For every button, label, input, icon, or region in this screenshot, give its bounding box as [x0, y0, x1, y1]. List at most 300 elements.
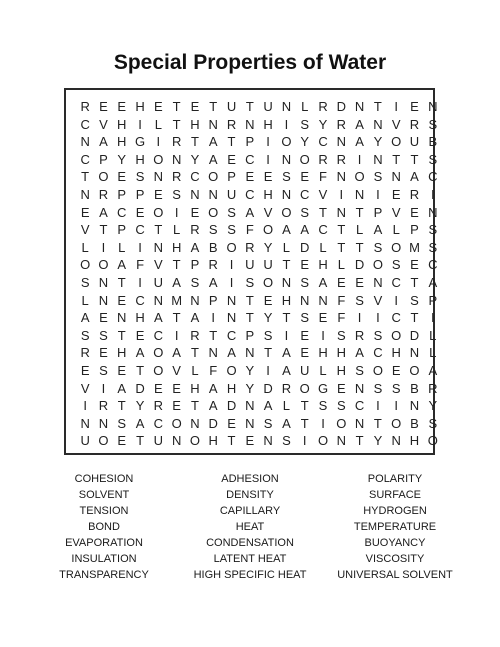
grid-letter: Y [263, 310, 273, 326]
grid-letter: T [190, 345, 199, 361]
grid-letter: T [190, 134, 199, 150]
grid-letter: T [172, 116, 181, 132]
grid-letter: L [154, 116, 162, 132]
grid-letter: Y [300, 134, 310, 150]
grid-letter: N [300, 292, 310, 308]
grid-letter: T [81, 169, 90, 185]
grid-letter: O [153, 204, 164, 220]
grid-letter: N [281, 151, 292, 167]
grid-letter: T [282, 310, 291, 326]
page-title: Special Properties of Water [113, 51, 387, 74]
grid-letter: T [117, 274, 126, 290]
grid-letter: I [266, 151, 270, 167]
letter-grid [76, 98, 442, 450]
grid-letter: E [410, 257, 419, 273]
grid-letter: I [376, 186, 380, 202]
grid-letter: T [172, 99, 181, 114]
grid-letter: U [153, 274, 164, 290]
grid-letter: S [135, 169, 145, 185]
grid-letter: I [321, 327, 325, 343]
grid-letter: R [318, 151, 328, 167]
grid-letter: I [394, 99, 398, 114]
grid-letter: N [171, 151, 182, 167]
grid-letter: Y [318, 116, 328, 132]
grid-letter: S [373, 327, 383, 343]
grid-letter: S [428, 151, 438, 167]
grid-letter: C [153, 327, 164, 343]
grid-letter: E [391, 362, 401, 378]
grid-letter: O [427, 433, 438, 449]
grid-letter: E [318, 310, 328, 326]
grid-letter: T [392, 151, 401, 167]
grid-letter: B [208, 239, 218, 255]
grid-letter: N [336, 433, 346, 449]
grid-letter: N [245, 398, 255, 414]
grid-letter: C [135, 292, 145, 308]
grid-letter: E [355, 274, 364, 290]
grid-letter: G [317, 380, 329, 396]
grid-letter: O [391, 415, 402, 431]
grid-letter: A [410, 169, 419, 185]
grid-letter: N [190, 186, 200, 202]
grid-letter: L [392, 222, 400, 238]
grid-letter: T [300, 398, 309, 414]
grid-letter: O [189, 433, 200, 449]
grid-letter: S [245, 274, 255, 290]
grid-letter: V [172, 362, 181, 378]
grid-letter: H [226, 380, 237, 396]
grid-letter: E [300, 169, 310, 185]
grid-letter: S [117, 415, 127, 431]
grid-letter: T [355, 239, 364, 255]
grid-letter: S [80, 274, 90, 290]
word-list-item: DENSITY [226, 489, 274, 501]
word-list-item: TRANSPARENCY [59, 569, 149, 581]
grid-letter: O [391, 239, 402, 255]
grid-letter: V [391, 116, 401, 132]
grid-letter: A [208, 398, 218, 414]
grid-letter: L [319, 239, 327, 255]
grid-letter: I [266, 134, 270, 150]
grid-letter: B [428, 134, 438, 150]
grid-letter: E [300, 257, 310, 273]
word-list-item: SOLVENT [78, 489, 130, 501]
grid-letter: O [98, 257, 109, 273]
grid-letter: R [98, 398, 109, 414]
grid-letter: A [208, 151, 218, 167]
grid-letter: T [245, 310, 254, 326]
grid-letter: S [227, 222, 236, 238]
grid-letter: R [98, 186, 109, 202]
grid-letter: U [263, 257, 273, 273]
grid-letter: A [135, 345, 145, 361]
grid-letter: N [373, 116, 383, 132]
grid-letter: U [80, 433, 90, 449]
grid-letter: E [391, 186, 401, 202]
grid-letter: I [430, 186, 435, 202]
grid-letter: V [263, 204, 273, 220]
grid-letter: H [135, 99, 145, 114]
grid-letter: N [336, 169, 346, 185]
grid-letter: T [264, 345, 273, 361]
word-list-column-3 [333, 471, 457, 583]
grid-letter: S [300, 274, 310, 290]
grid-letter: T [319, 204, 327, 220]
grid-letter: O [317, 433, 329, 449]
grid-letter: H [171, 239, 182, 255]
grid-letter: N [409, 345, 420, 361]
grid-letter: V [80, 222, 90, 238]
grid-letter: Y [373, 433, 383, 449]
grid-letter: E [117, 99, 127, 114]
grid-letter: C [135, 222, 145, 238]
grid-letter: E [227, 151, 236, 167]
grid-letter: O [263, 222, 274, 238]
grid-letter: D [409, 327, 420, 343]
grid-letter: T [209, 327, 218, 343]
grid-letter: Y [190, 151, 200, 167]
grid-letter: V [373, 292, 383, 308]
grid-letter: L [429, 345, 437, 361]
grid-letter: V [391, 204, 401, 220]
grid-letter: A [154, 310, 163, 326]
grid-letter: H [281, 292, 292, 308]
grid-letter: E [154, 186, 163, 202]
grid-letter: O [372, 257, 383, 273]
grid-letter: L [355, 222, 364, 238]
grid-letter: T [227, 433, 236, 449]
grid-letter: I [138, 116, 142, 132]
grid-letter: S [300, 204, 310, 220]
grid-letter: T [373, 99, 382, 114]
grid-letter: S [208, 222, 218, 238]
grid-letter: N [336, 134, 346, 150]
grid-letter: A [99, 134, 108, 150]
grid-letter: E [172, 380, 181, 396]
grid-letter: I [266, 362, 270, 378]
grid-letter: I [321, 415, 325, 431]
grid-letter: A [355, 345, 364, 361]
grid-letter: P [117, 186, 127, 202]
grid-letter: A [300, 222, 310, 238]
grid-letter: V [154, 257, 163, 273]
grid-letter: H [263, 116, 273, 132]
grid-letter: S [282, 169, 291, 185]
grid-letter: V [99, 116, 108, 132]
grid-letter: P [373, 204, 383, 220]
grid-letter: R [336, 116, 346, 132]
grid-letter: A [208, 134, 218, 150]
grid-letter: N [190, 415, 200, 431]
word-list-item: EVAPORATION [65, 537, 143, 549]
grid-letter: O [372, 362, 383, 378]
grid-letter: P [227, 169, 236, 185]
grid-letter: A [282, 345, 291, 361]
grid-letter: E [117, 362, 127, 378]
grid-letter: I [211, 310, 216, 326]
grid-letter: H [318, 257, 328, 273]
grid-letter: R [336, 151, 346, 167]
grid-letter: E [99, 345, 108, 361]
grid-letter: O [336, 415, 347, 431]
grid-letter: O [263, 274, 274, 290]
grid-letter: A [282, 222, 291, 238]
grid-letter: N [428, 99, 438, 114]
grid-letter: I [138, 239, 142, 255]
grid-letter: I [339, 186, 344, 202]
grid-letter: P [245, 134, 255, 150]
grid-letter: D [300, 239, 310, 255]
grid-letter: L [118, 239, 126, 255]
grid-letter: E [245, 169, 255, 185]
grid-letter: N [391, 169, 401, 185]
word-list-item: TENSION [79, 505, 129, 517]
grid-letter: C [318, 222, 328, 238]
grid-letter: O [171, 415, 182, 431]
grid-letter: L [429, 327, 437, 343]
word-list-item: TEMPERATURE [353, 521, 437, 533]
grid-letter: S [355, 362, 364, 378]
grid-letter: C [373, 345, 383, 361]
grid-letter: O [281, 134, 292, 150]
grid-letter: A [282, 415, 291, 431]
grid-letter: C [245, 186, 255, 202]
grid-letter: M [171, 292, 183, 308]
grid-letter: L [282, 398, 291, 414]
grid-letter: A [245, 204, 255, 220]
grid-letter: L [173, 222, 181, 238]
grid-letter: U [263, 99, 273, 114]
grid-letter: I [284, 116, 289, 132]
grid-letter: R [171, 169, 182, 185]
grid-letter: E [336, 274, 346, 290]
grid-letter: U [245, 257, 255, 273]
grid-letter: D [354, 257, 365, 273]
grid-letter: U [409, 134, 420, 150]
grid-letter: E [300, 327, 310, 343]
grid-letter: N [391, 433, 401, 449]
grid-letter: S [373, 239, 383, 255]
grid-letter: T [154, 222, 163, 238]
grid-letter: V [80, 380, 90, 396]
grid-letter: R [226, 116, 237, 132]
grid-letter: N [354, 415, 365, 431]
grid-letter: R [245, 239, 255, 255]
grid-letter: A [135, 415, 145, 431]
grid-letter: F [319, 169, 327, 185]
grid-letter: H [336, 345, 346, 361]
grid-letter: E [154, 380, 163, 396]
grid-letter: E [227, 415, 236, 431]
grid-letter: E [117, 433, 127, 449]
grid-letter: A [117, 380, 127, 396]
grid-letter: P [410, 222, 419, 238]
grid-letter: E [410, 99, 419, 114]
grid-letter: C [80, 151, 90, 167]
grid-letter: V [318, 186, 328, 202]
grid-letter: C [245, 151, 255, 167]
grid-letter: H [135, 310, 145, 326]
grid-letter: E [80, 362, 90, 378]
grid-letter: U [153, 433, 164, 449]
word-list-column-2 [190, 471, 310, 583]
grid-letter: O [208, 169, 219, 185]
grid-letter: E [410, 204, 419, 220]
grid-letter: C [226, 327, 237, 343]
grid-letter: O [98, 433, 109, 449]
grid-letter: T [172, 310, 181, 326]
grid-letter: F [209, 362, 218, 378]
grid-letter: Y [373, 134, 383, 150]
word-search-grid [64, 88, 438, 455]
grid-letter: A [428, 362, 438, 378]
grid-letter: F [337, 292, 346, 308]
grid-letter: N [208, 116, 218, 132]
grid-letter: P [245, 327, 255, 343]
grid-letter: T [136, 433, 145, 449]
word-list-item: CAPILLARY [219, 505, 281, 517]
grid-letter: I [357, 310, 362, 326]
grid-letter: A [117, 257, 127, 273]
grid-letter: P [117, 222, 127, 238]
grid-letter: A [227, 345, 236, 361]
grid-letter: H [135, 151, 145, 167]
grid-letter: H [117, 345, 127, 361]
grid-letter: S [263, 415, 273, 431]
grid-letter: A [208, 380, 218, 396]
grid-letter: H [190, 380, 200, 396]
grid-letter: T [410, 310, 419, 326]
grid-letter: T [410, 274, 419, 290]
grid-letter: I [394, 398, 398, 414]
grid-letter: U [300, 362, 310, 378]
grid-letter: E [117, 169, 127, 185]
grid-letter: O [153, 151, 164, 167]
grid-letter: I [302, 433, 307, 449]
grid-letter: O [226, 362, 237, 378]
grid-letter: O [299, 380, 310, 396]
grid-letter: E [245, 433, 255, 449]
grid-letter: C [354, 398, 365, 414]
grid-letter: E [190, 99, 200, 114]
grid-letter: S [190, 274, 200, 290]
grid-letter: P [99, 151, 108, 167]
grid-letter: N [409, 398, 420, 414]
grid-letter: S [373, 169, 383, 185]
grid-letter: S [391, 380, 401, 396]
grid-letter: H [336, 362, 346, 378]
grid-letter: H [318, 345, 328, 361]
grid-letter: A [208, 274, 218, 290]
grid-letter: I [156, 134, 161, 150]
grid-letter: A [172, 345, 181, 361]
grid-letter: H [190, 116, 200, 132]
grid-letter: C [190, 169, 200, 185]
grid-letter: T [373, 415, 382, 431]
grid-letter: G [134, 134, 146, 150]
grid-letter: N [80, 134, 90, 150]
grid-letter: T [227, 134, 236, 150]
word-list-item: LATENT HEAT [213, 553, 287, 565]
word-list-item: BOND [88, 521, 120, 533]
grid-letter: A [355, 116, 364, 132]
grid-letter: R [409, 116, 420, 132]
grid-letter: N [263, 433, 273, 449]
grid-letter: N [153, 239, 164, 255]
grid-letter: T [117, 327, 126, 343]
grid-letter: E [190, 204, 200, 220]
grid-letter: P [208, 292, 218, 308]
grid-letter: N [373, 151, 383, 167]
grid-letter: E [135, 327, 145, 343]
grid-letter: P [135, 186, 145, 202]
grid-letter: E [99, 99, 108, 114]
grid-letter: L [81, 239, 89, 255]
word-list-item: CONDENSATION [206, 537, 294, 549]
grid-letter: P [428, 292, 438, 308]
grid-letter: T [172, 257, 181, 273]
grid-letter: I [284, 327, 289, 343]
grid-letter: C [80, 116, 90, 132]
grid-letter: O [153, 362, 164, 378]
grid-letter: T [355, 204, 364, 220]
grid-letter: N [318, 292, 328, 308]
grid-letter: R [409, 186, 420, 202]
grid-letter: D [263, 380, 273, 396]
grid-letter: O [80, 257, 91, 273]
grid-letter: T [410, 151, 419, 167]
grid-letter: A [190, 310, 200, 326]
grid-letter: I [138, 274, 142, 290]
grid-letter: U [226, 99, 237, 114]
grid-letter: T [117, 398, 126, 414]
grid-letter: S [336, 398, 346, 414]
grid-letter: N [98, 292, 109, 308]
grid-letter: R [190, 222, 200, 238]
grid-letter: E [336, 380, 346, 396]
grid-letter: T [99, 222, 108, 238]
grid-letter: L [191, 362, 199, 378]
grid-letter: R [80, 99, 90, 114]
grid-letter: Y [245, 362, 255, 378]
grid-letter: I [376, 310, 380, 326]
grid-letter: N [80, 186, 90, 202]
grid-letter: D [135, 380, 145, 396]
grid-letter: N [373, 274, 383, 290]
grid-letter: S [373, 380, 383, 396]
grid-letter: R [208, 257, 218, 273]
grid-letter: I [430, 310, 435, 326]
grid-letter: I [229, 257, 234, 273]
word-list-item: ADHESION [221, 473, 279, 485]
grid-letter: D [336, 99, 346, 114]
grid-letter: N [226, 310, 237, 326]
grid-letter: U [226, 186, 237, 202]
grid-letter: C [391, 274, 401, 290]
grid-letter: A [318, 274, 328, 290]
grid-letter: A [99, 204, 108, 220]
grid-letter: S [282, 433, 291, 449]
grid-letter: N [428, 204, 438, 220]
grid-letter: P [190, 257, 200, 273]
grid-letter: N [281, 186, 292, 202]
grid-letter: A [428, 274, 438, 290]
grid-letter: E [117, 292, 127, 308]
grid-letter: S [172, 186, 181, 202]
grid-letter: R [354, 327, 365, 343]
grid-letter: C [117, 204, 127, 220]
word-list-item: POLARITY [367, 473, 423, 485]
